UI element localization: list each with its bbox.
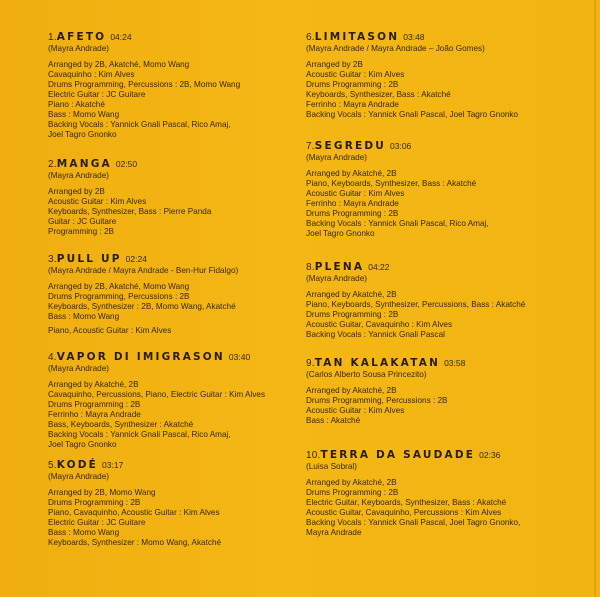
track-number: 2. <box>48 159 57 170</box>
credit-line: Cavaquinho : Kim Alves <box>48 70 135 79</box>
track-header <box>48 157 298 171</box>
track-header <box>306 139 566 153</box>
track-duration: 02:36 <box>479 450 501 460</box>
credit-line: Arranged by Akatché, 2B <box>306 386 397 395</box>
credit-line: Acoustic Guitar : Kim Alves <box>306 70 405 79</box>
track-header <box>48 30 298 44</box>
track-composer: (Mayra Andrade / Mayra Andrade – João Gomes) <box>306 44 485 53</box>
credit-line: Keyboards, Synthesizer : Momo Wang, Akatché <box>48 538 222 547</box>
credit-line: Joel Tagro Gnonko <box>48 130 117 139</box>
credit-line: Piano, Keyboards, Synthesizer, Percussions, Bass : Akatché <box>306 300 526 309</box>
page-fold-shadow <box>594 0 596 597</box>
credit-line: Bass : Momo Wang <box>48 312 120 321</box>
track-duration: 03:48 <box>403 32 425 42</box>
track-number: 8. <box>306 262 315 273</box>
track-header <box>48 252 298 266</box>
track-title: AFETO <box>56 31 107 43</box>
track-composer: (Carlos Alberto Sousa Princezito) <box>306 370 427 379</box>
credit-line: Acoustic Guitar : Kim Alves <box>306 189 405 198</box>
track-composer: (Luisa Sobral) <box>306 462 357 471</box>
track-composer: (Mayra Andrade / Mayra Andrade - Ben-Hur Fidalgo) <box>48 266 239 275</box>
credit-line: Arranged by Akatché, 2B <box>306 478 397 487</box>
credit-line: Backing Vocals : Yannick Gnali Pascal, Rico Amaj, <box>48 430 231 439</box>
track-composer: (Mayra Andrade) <box>306 153 367 162</box>
track-composer: (Mayra Andrade) <box>48 364 109 373</box>
track-title: VAPOR DI IMIGRASON <box>56 351 225 363</box>
credit-line: Backing Vocals : Yannick Gnali Pascal, Rico Amaj, <box>306 219 489 228</box>
credit-line: Programming : 2B <box>48 227 114 236</box>
track-duration: 03:17 <box>102 460 124 470</box>
track-duration: 04:22 <box>368 262 390 272</box>
credit-line: Bass : Akatché <box>306 416 361 425</box>
credit-line: Bass, Keyboards, Synthesizer : Akatché <box>48 420 194 429</box>
track-duration: 03:58 <box>444 358 466 368</box>
track-header <box>306 30 566 44</box>
track-5 <box>48 458 298 548</box>
track-duration: 04:24 <box>110 32 132 42</box>
credit-line: Drums Programming : 2B <box>48 498 141 507</box>
track-title: TAN KALAKATAN <box>314 357 441 369</box>
credit-line: Drums Programming : 2B <box>306 488 399 497</box>
credit-line: Cavaquinho, Percussions, Piano, Electric Guitar : Kim Alves <box>48 390 266 399</box>
track-composer: (Mayra Andrade) <box>48 171 109 180</box>
credit-line: Backing Vocals : Yannick Gnali Pascal <box>306 330 445 339</box>
credit-line: Drums Programming, Percussions : 2B <box>48 292 190 301</box>
credit-line: Guitar : JC Guitare <box>48 217 117 226</box>
credit-line: Joel Tagro Gnonko <box>48 440 117 449</box>
track-title: SEGREDU <box>314 140 387 152</box>
credit-line: Drums Programming : 2B <box>306 310 399 319</box>
credit-line: Keyboards, Synthesizer : 2B, Momo Wang, Akatché <box>48 302 236 311</box>
track-4 <box>48 350 298 450</box>
track-header <box>306 448 566 462</box>
track-title: KODÉ <box>56 459 99 471</box>
credit-line: Arranged by Akatché, 2B <box>48 380 139 389</box>
credit-line: Arranged by 2B, Akatché, Momo Wang <box>48 282 190 291</box>
credit-line: Electric Guitar : JC Guitare <box>48 518 146 527</box>
credit-line: Drums Programming : 2B <box>306 80 399 89</box>
track-8 <box>306 260 566 340</box>
track-number: 9. <box>306 358 315 369</box>
credit-line: Keyboards, Synthesizer, Bass : Akatché <box>306 90 451 99</box>
track-duration: 03:06 <box>390 141 412 151</box>
track-composer: (Mayra Andrade) <box>48 44 109 53</box>
track-header <box>48 350 298 364</box>
track-title: TERRA DA SAUDADE <box>320 449 476 461</box>
credit-line: Arranged by Akatché, 2B <box>306 290 397 299</box>
track-header <box>306 356 566 370</box>
track-title: PULL UP <box>56 253 122 265</box>
track-duration: 02:50 <box>115 159 138 169</box>
credit-line: Piano : Akatché <box>48 100 105 109</box>
credit-line: Mayra Andrade <box>306 528 362 537</box>
credit-line: Acoustic Guitar, Cavaquinho : Kim Alves <box>306 320 453 329</box>
credit-line: Electric Guitar : JC Guitare <box>48 90 146 99</box>
track-number: 4. <box>48 352 57 363</box>
track-title: PLENA <box>314 261 365 273</box>
track-duration: 03:40 <box>228 352 251 362</box>
track-number: 3. <box>48 254 57 265</box>
credit-line: Ferrinho : Mayra Andrade <box>306 199 399 208</box>
track-3 <box>48 252 298 336</box>
credit-line: Acoustic Guitar, Cavaquinho, Percussions : Kim Alves <box>306 508 502 517</box>
credit-line: Arranged by Akatché, 2B <box>306 169 397 178</box>
track-number: 1. <box>48 32 57 43</box>
credit-line: Piano, Cavaquinho, Acoustic Guitar : Kim Alves <box>48 508 220 517</box>
credit-line: Drums Programming, Percussions : 2B <box>306 396 448 405</box>
credit-line: Backing Vocals : Yannick Gnali Pascal, Joel Tagro Gnonko, <box>306 518 521 527</box>
credit-line: Arranged by 2B <box>306 60 363 69</box>
track-header <box>48 458 298 472</box>
credit-line: Backing Vocals : Yannick Gnali Pascal, Rico Amaj, <box>48 120 231 129</box>
track-10 <box>306 448 566 538</box>
track-number: 6. <box>306 32 315 43</box>
credit-line: Drums Programming, Percussions : 2B, Momo Wang <box>48 80 241 89</box>
track-title: MANGA <box>56 158 112 170</box>
credit-line: Arranged by 2B <box>48 187 105 196</box>
credit-line: Joel Tagro Gnonko <box>306 229 375 238</box>
credit-line: Arranged by 2B, Akatché, Momo Wang <box>48 60 190 69</box>
credit-line: Piano, Acoustic Guitar : Kim Alves <box>48 326 172 335</box>
track-header <box>306 260 566 274</box>
track-composer: (Mayra Andrade) <box>48 472 109 481</box>
track-9 <box>306 356 566 426</box>
credit-line: Drums Programming : 2B <box>48 400 141 409</box>
credit-line: Bass : Momo Wang <box>48 528 120 537</box>
track-duration: 02:24 <box>125 254 147 264</box>
credit-line: Acoustic Guitar : Kim Alves <box>306 406 405 415</box>
track-title: LIMITASON <box>314 31 400 43</box>
track-7 <box>306 139 566 239</box>
credit-line: Backing Vocals : Yannick Gnali Pascal, Joel Tagro Gnonko <box>306 110 519 119</box>
credit-line: Bass : Momo Wang <box>48 110 120 119</box>
credit-line: Keyboards, Synthesizer, Bass : Pierre Panda <box>48 207 212 216</box>
track-number: 5. <box>48 460 57 471</box>
credit-line: Ferrinho : Mayra Andrade <box>48 410 141 419</box>
track-6 <box>306 30 566 120</box>
track-1 <box>48 30 298 140</box>
credit-line: Ferrinho : Mayra Andrade <box>306 100 399 109</box>
track-composer: (Mayra Andrade) <box>306 274 367 283</box>
credit-line: Piano, Keyboards, Synthesizer, Bass : Akatché <box>306 179 477 188</box>
track-number: 7. <box>306 141 315 152</box>
credit-line: Drums Programming : 2B <box>306 209 399 218</box>
credit-line: Electric Guitar, Keyboards, Synthesizer, Bass : Akatché <box>306 498 507 507</box>
track-number: 10. <box>306 450 321 461</box>
track-2 <box>48 157 298 237</box>
credit-line: Arranged by 2B, Momo Wang <box>48 488 156 497</box>
credit-line: Acoustic Guitar : Kim Alves <box>48 197 147 206</box>
